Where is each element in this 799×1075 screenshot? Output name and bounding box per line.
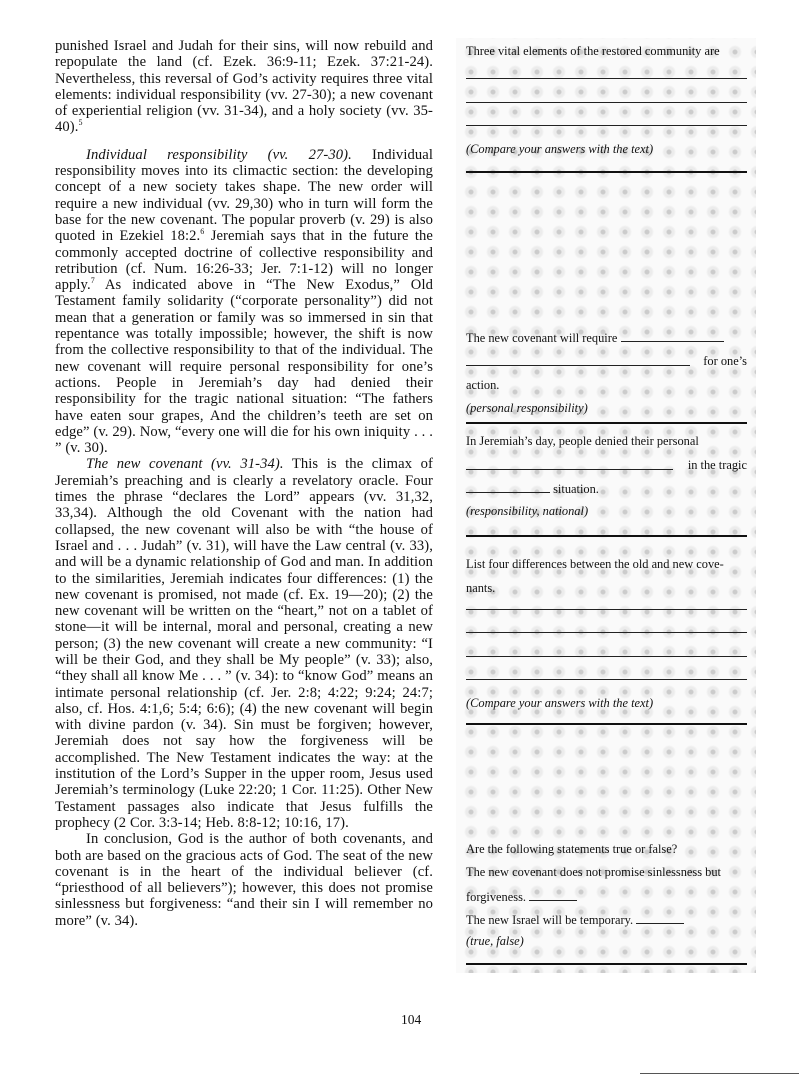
q5-statement-1-end: forgiveness. bbox=[466, 889, 751, 904]
section-heading: Individual responsibility (vv. 27-30). bbox=[86, 146, 352, 163]
q1-answer-line-3[interactable] bbox=[466, 125, 747, 126]
q4-answer-line-4[interactable] bbox=[466, 679, 747, 680]
q4-answer-key: (Compare your answers with the text) bbox=[466, 696, 654, 710]
footer-rule bbox=[640, 1073, 799, 1074]
q2-prompt-line: The new covenant will require bbox=[466, 330, 751, 345]
paragraph-individual-responsibility: Individual responsibility (vv. 27-30). Individual responsibility moves into its climactic section: the developing concept of a new society takes shape. The new order will require a new individual (vv. 29,30) who in turn will form the base for the new covenant. The popular proverb (v. 29) is also quoted in Ezekiel 18:2.$^6$ Jeremiah says that in the future the commonly accepted doctrine of collective responsibility and retribution (cf. Num. 16:26-33; Jer. 7:1-12) will no longer apply.$^7$ As indicated above in “The New Exodus,” Old Testament family solidarity (“corporate personality”) did not mean that a generation or family was so immersed in sin that repentance was totally impossible; however, the shift is now from the collective responsibility to that of the individual. The new covenant will require personal responsibility for one’s actions. People in Jeremiah’s day had denied their responsibility for the tragic national situation: “The fathers have eaten sour grapes, And the children’s teeth are set on edge” (v. 29). Now, “every one will die for his own iniquity . . . ” (v. 30). bbox=[55, 146, 433, 457]
main-text-column bbox=[55, 38, 433, 929]
q3-prompt: In Jeremiah’s day, people denied their personal bbox=[466, 434, 699, 448]
q3-blank-1[interactable] bbox=[466, 458, 673, 470]
q1-answer-line-1[interactable] bbox=[466, 78, 747, 79]
paragraph-new-covenant: The new covenant (vv. 31-34). This is the climax of Jeremiah’s preaching and is clearly a revelatory oracle. Four times the phrase “declares the Lord” appears (vv. 31,32, 33,34). Although the old Covenant with the nation had collapsed, the new covenant will also be with “the house of Israel and . . . Judah” (v. 31), will have the Law central (v. 33), and will be a dynamic relationship of God and man. In addition to the similarities, Jeremiah indicates four differences: (1) the new covenant is promised, not made (cf. Ex. 19—20); (2) the new covenant will be written on the “heart,” not on a tablet of stone—it will be internal, moral and personal, creating a new person; (3) the new covenant will create a new community: “I will be their God, and they shall be My people” (v. 33); also, “they shall all know Me . . . ” (v. 34): to “know God” means an intimate personal relationship (cf. Jer. 2:8; 4:22; 9:24; 24:7; also, cf. Hos. 4:1,6; 5:4; 6:6); (4) the new covenant will begin with divine pardon (v. 34). Sin must be forgiven; however, Jeremiah does not say how the forgiveness will be accomplished. The New Testament indicates the way: at the institution of the Lord’s Supper in the upper room, Jesus used Jeremiah’s terminology (Luke 22:20; 1 Cor. 11:25). Other New Testament passages also indicate that Jesus fulfills the prophecy (2 Cor. 3:3-14; Heb. 8:8-12; 10:16, 17). bbox=[55, 456, 433, 831]
section-divider bbox=[466, 535, 747, 537]
q2-second-line: for one’s bbox=[466, 354, 751, 369]
q4-prompt-end: nants. bbox=[466, 581, 496, 595]
paragraph-conclusion: In conclusion, God is the author of both covenants, and both are based on the gracious acts of God. The seat of the new covenant is in the heart of the individual believer (cf. “priesthood of all believers”); however, this does not promise sinlessness but forgiveness: “and their sin I will remember no more” (v. 34). bbox=[55, 831, 433, 929]
q5-prompt: Are the following statements true or false? bbox=[466, 842, 678, 856]
q5-blank-1[interactable] bbox=[529, 889, 577, 901]
q2-answer-key: (personal responsibility) bbox=[466, 401, 588, 415]
q2-blank-1[interactable] bbox=[621, 330, 724, 342]
q3-blank-2[interactable] bbox=[466, 481, 550, 493]
q5-statement-2: The new Israel will be temporary. bbox=[466, 912, 751, 927]
paragraph-intro: punished Israel and Judah for their sins, will now rebuild and repopulate the land (cf. Ezek. 36:9-11; Ezek. 37:21-24). Nevertheless, this reversal of God’s activity requires three vital elements: individual responsibility (vv. 27-30); a new covenant of experiential religion (vv. 31-34), and a holy society (vv. 35-40).$^5$ bbox=[55, 38, 433, 136]
q4-answer-line-1[interactable] bbox=[466, 609, 747, 610]
q4-answer-line-2[interactable] bbox=[466, 632, 747, 633]
q3-second-line: in the tragic bbox=[466, 458, 751, 473]
study-sidebar bbox=[456, 38, 756, 973]
section-divider bbox=[466, 723, 747, 725]
footnote-marker: 5 bbox=[78, 118, 83, 128]
q4-answer-line-3[interactable] bbox=[466, 656, 747, 657]
q2-end: action. bbox=[466, 378, 500, 392]
q4-prompt: List four differences between the old and new cove- bbox=[466, 557, 724, 571]
footnote-marker: 6 bbox=[200, 227, 205, 237]
q5-statement-1: The new covenant does not promise sinlessness but bbox=[466, 865, 721, 879]
q5-blank-2[interactable] bbox=[636, 912, 684, 924]
q2-blank-2[interactable] bbox=[466, 354, 690, 366]
footnote-marker: 7 bbox=[90, 276, 95, 286]
q3-third-line: situation. bbox=[466, 481, 751, 496]
section-divider bbox=[466, 171, 747, 173]
q1-answer-line-2[interactable] bbox=[466, 102, 747, 103]
section-divider bbox=[466, 422, 747, 424]
page-number: 104 bbox=[401, 1012, 422, 1027]
section-heading: The new covenant (vv. 31-34). bbox=[86, 456, 284, 473]
q3-answer-key: (responsibility, national) bbox=[466, 504, 589, 518]
q1-prompt: Three vital elements of the restored community are bbox=[466, 44, 720, 58]
section-divider bbox=[466, 963, 747, 965]
q5-answer-key: (true, false) bbox=[466, 934, 524, 948]
q1-answer-key: (Compare your answers with the text) bbox=[466, 142, 654, 156]
